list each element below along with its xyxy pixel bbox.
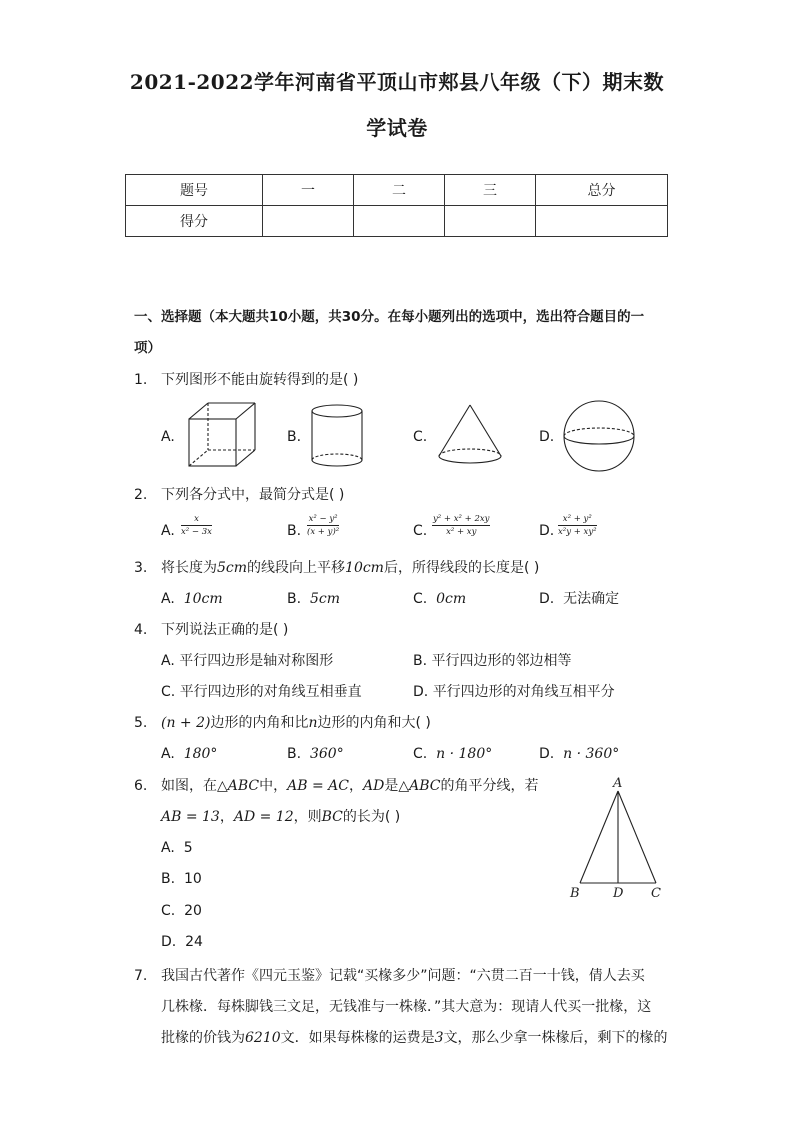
question-stem: 如图，在△ABC中，AB = AC，AD是△ABC的角平分线，若: [161, 778, 539, 794]
score-header-cell: 题号: [126, 175, 263, 206]
question-stem: 下列说法正确的是( ): [161, 622, 289, 638]
fraction-numerator: x: [181, 514, 212, 526]
option: D. 无法确定: [539, 591, 620, 607]
vertex-label-d: D: [613, 886, 624, 901]
score-row-label: 得分: [126, 206, 263, 237]
question-stem: 下列图形不能由旋转得到的是( ): [161, 372, 359, 388]
question-number: 7.: [134, 968, 148, 984]
question-stem: 我国古代著作《四元玉鉴》记载“买椽多少”问题：“六贯二百一十钱，倩人去买: [161, 968, 645, 984]
option: A. 5: [161, 840, 193, 856]
page-title: 2021-2022学年河南省平顶山市郏县八年级（下）期末数: [129, 70, 665, 94]
score-header-cell: 总分: [536, 175, 668, 206]
option-label: A.: [161, 523, 175, 539]
option-label: D.: [539, 429, 555, 445]
option: C. 平行四边形的对角线互相垂直: [161, 684, 362, 700]
fraction-numerator: y² + x² + 2xy: [433, 514, 490, 524]
question-stem: (n + 2)边形的内角和比n边形的内角和大( ): [161, 715, 431, 731]
section-heading: 一、选择题（本大题共10小题，共30分。在每小题列出的选项中，选出符合题目的一: [134, 309, 645, 325]
option-label: C.: [413, 523, 428, 539]
option: D. n · 360°: [539, 746, 620, 762]
page-title-line2: 学试卷: [366, 116, 428, 140]
option: A. 180°: [161, 746, 218, 762]
vertex-label-a: A: [613, 776, 623, 791]
section-heading-line2: 项）: [134, 340, 161, 356]
question-number: 6.: [134, 778, 148, 794]
fraction-denominator: x² − 3x: [181, 527, 212, 537]
option: B. 平行四边形的邻边相等: [413, 653, 572, 669]
question-number: 4.: [134, 622, 148, 638]
option: C. n · 180°: [413, 746, 493, 762]
option: D. 平行四边形的对角线互相平分: [413, 684, 615, 700]
score-header-cell: 一: [263, 175, 354, 206]
vertex-label-b: B: [570, 886, 580, 901]
vertex-label-c: C: [651, 886, 661, 901]
option: A. 10cm: [161, 591, 223, 607]
fraction-denominator: x² + xy: [446, 527, 477, 537]
question-stem-line2: 几株椽．每株脚钱三文足，无钱准与一株椽．”其大意为：现请人代买一批椽，这: [161, 999, 652, 1015]
option-label: C.: [413, 429, 428, 445]
question-stem: 将长度为5cm的线段向上平移10cm后，所得线段的长度是( ): [161, 560, 540, 576]
option: C. 0cm: [413, 591, 467, 607]
question-number: 2.: [134, 487, 148, 503]
fraction-numerator: x² − y²: [308, 514, 338, 524]
fraction-numerator: x² + y²: [558, 514, 597, 526]
question-stem-line3: 批椽的价钱为6210文．如果每株椽的运费是3文，那么少拿一株椽后，剩下的椽的: [161, 1030, 668, 1046]
score-header-cell: 二: [354, 175, 445, 206]
option-label: A.: [161, 429, 175, 445]
option-label: B.: [287, 523, 302, 539]
option: B. 360°: [287, 746, 344, 762]
question-number: 5.: [134, 715, 148, 731]
question-number: 3.: [134, 560, 148, 576]
question-number: 1.: [134, 372, 148, 388]
option-label: D.: [539, 523, 555, 539]
option: B. 10: [161, 871, 202, 887]
option: A. 平行四边形是轴对称图形: [161, 653, 334, 669]
question-stem-line2: AB = 13，AD = 12，则BC的长为( ): [161, 809, 401, 825]
option-label: B.: [287, 429, 302, 445]
fraction-denominator: (x + y)²: [307, 527, 340, 537]
option: C. 20: [161, 903, 202, 919]
option: B. 5cm: [287, 591, 340, 607]
question-stem: 下列各分式中，最简分式是( ): [161, 487, 345, 503]
fraction-denominator: x²y + xy²: [558, 527, 597, 537]
option: D. 24: [161, 934, 203, 950]
score-header-cell: 三: [445, 175, 536, 206]
